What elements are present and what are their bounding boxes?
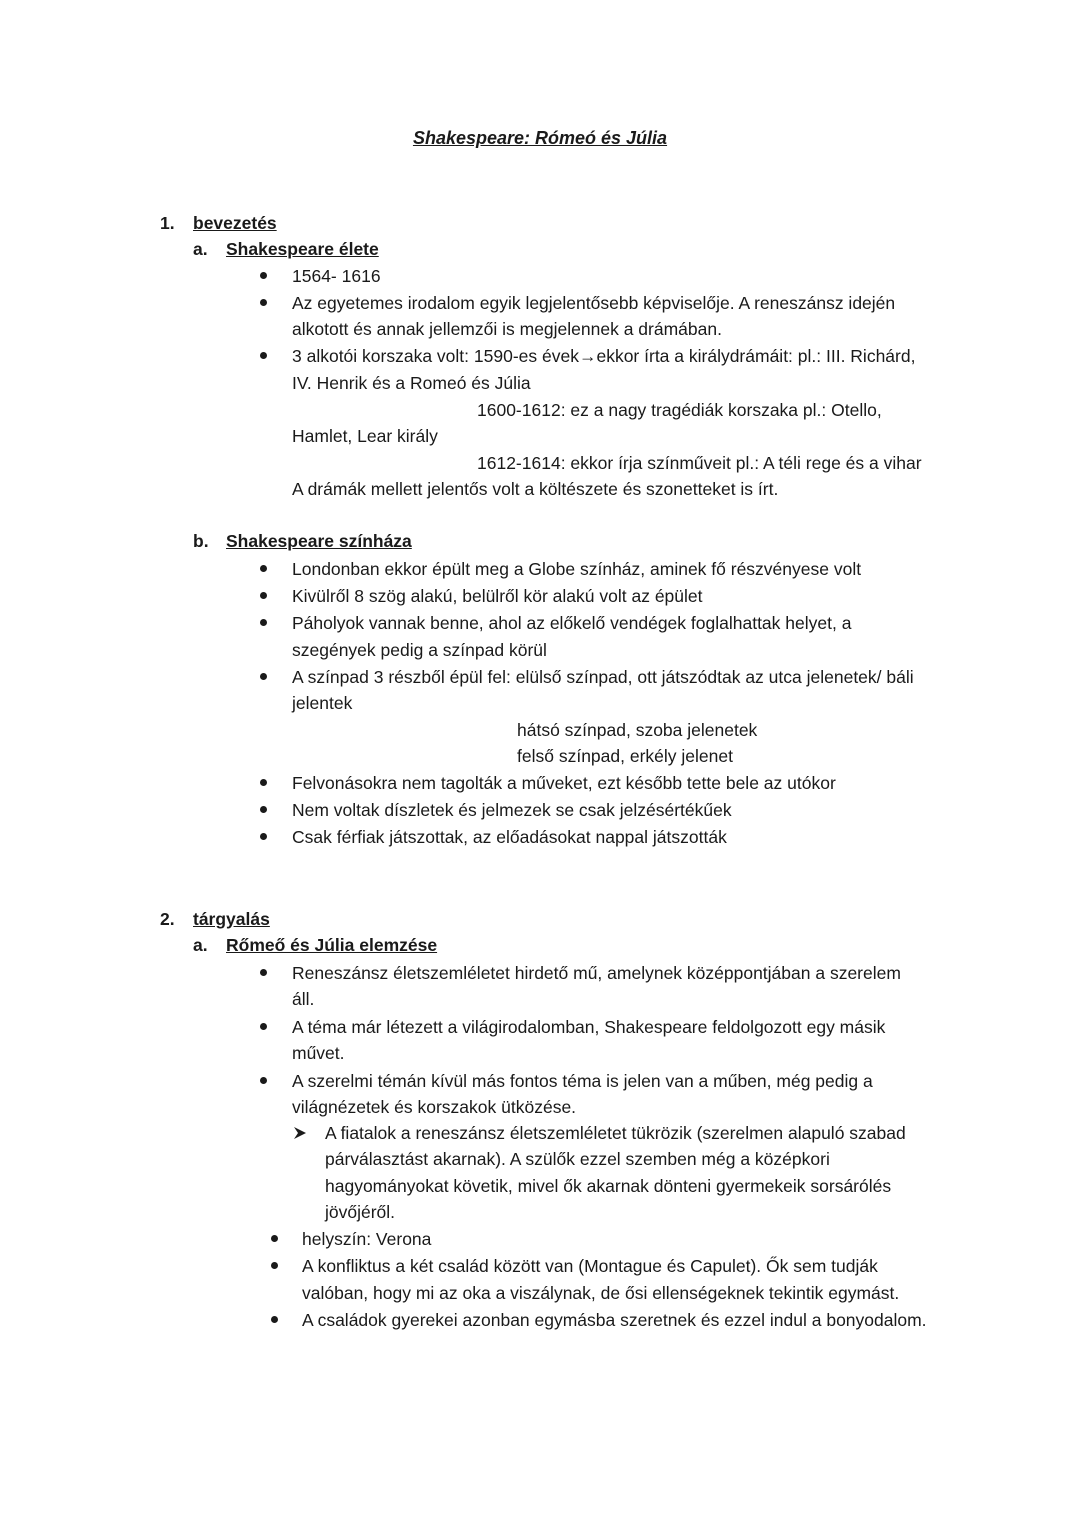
- text-line: A konfliktus a két család között van (Montague és Capulet). Ők sem tudják: [302, 1256, 878, 1276]
- text-line: jelentek: [292, 693, 353, 713]
- bullet-icon: [260, 299, 267, 306]
- section-1-number: 1.: [160, 213, 175, 233]
- text-line: Londonban ekkor épült meg a Globe színház, aminek fő részvényese volt: [292, 559, 862, 579]
- text-line: jövőjéről.: [325, 1202, 396, 1222]
- bullet-icon: [260, 352, 267, 359]
- text-line: világnézetek és korszakok ütközése.: [292, 1097, 577, 1117]
- text-line: Az egyetemes irodalom egyik legjelentősebb képviselője. A reneszánsz idején: [292, 293, 896, 313]
- text-segment: ekkor írta a királydrámáit: pl.: III. Richárd,: [596, 346, 916, 366]
- text-line: A drámák mellett jelentős volt a költészete és szonetteket is írt.: [292, 479, 779, 499]
- text-line: A színpad 3 részből épül fel: elülső színpad, ott játszódtak az utca jelenetek/ báli: [292, 667, 914, 687]
- text-line: felső színpad, erkély jelenet: [517, 746, 733, 766]
- text-line: Reneszánsz életszemléletet hirdető mű, amelynek középpontjában a szerelem: [292, 963, 901, 983]
- bullet-icon: [260, 272, 267, 279]
- subsection-2a-heading: Rőmeő és Júlia elemzése: [226, 935, 438, 955]
- text-line: Felvonásokra nem tagolták a műveket, ezt később tette bele az utókor: [292, 773, 836, 793]
- text-line: 1564- 1616: [292, 266, 381, 286]
- text-line: Nem voltak díszletek és jelmezek se csak jelzésértékűek: [292, 800, 732, 820]
- page-title: Shakespeare: Rómeó és Júlia: [412, 128, 668, 148]
- bullet-icon: [260, 779, 267, 786]
- section-2-number: 2.: [160, 909, 175, 929]
- text-line: valóban, hogy mi az oka a viszálynak, de ősi ellenségeknek tekintik egymást.: [302, 1283, 900, 1303]
- text-line: Csak férfiak játszottak, az előadásokat nappal játszották: [292, 827, 727, 847]
- bullet-icon: [260, 619, 267, 626]
- text-line: A szerelmi témán kívül más fontos téma is jelen van a műben, még pedig a: [292, 1071, 873, 1091]
- text-line: művet.: [292, 1043, 345, 1063]
- bullet-icon: [260, 1023, 267, 1030]
- bullet-icon: [260, 833, 267, 840]
- arrowhead-bullet-icon: [293, 1126, 307, 1140]
- subsection-1a-heading: Shakespeare élete: [226, 239, 379, 259]
- text-line: Hamlet, Lear király: [292, 426, 438, 446]
- bullet-icon: [271, 1262, 278, 1269]
- bullet-icon: [260, 806, 267, 813]
- bullet-icon: [271, 1235, 278, 1242]
- text-line: A téma már létezett a világirodalomban, Shakespeare feldolgozott egy másik: [292, 1017, 886, 1037]
- bullet-icon: [260, 565, 267, 572]
- bullet-icon: [260, 673, 267, 680]
- text-line: IV. Henrik és a Romeó és Júlia: [292, 373, 531, 393]
- arrow-right-icon: →: [578, 346, 597, 366]
- subsection-1a-letter: a.: [193, 239, 208, 259]
- text-line: Kivülről 8 szög alakú, belülről kör alakú volt az épület: [292, 586, 703, 606]
- text-line: 1612-1614: ekkor írja színműveit pl.: A téli rege és a vihar: [477, 453, 922, 473]
- section-2-heading: tárgyalás: [193, 909, 270, 929]
- text-segment: 3 alkotói korszaka volt: 1590-es évek: [292, 346, 579, 366]
- bullet-icon: [260, 1077, 267, 1084]
- subsection-1b-letter: b.: [193, 531, 209, 551]
- subsection-2a-letter: a.: [193, 935, 208, 955]
- text-line: [292, 345, 915, 367]
- text-line: hátsó színpad, szoba jelenetek: [517, 720, 758, 740]
- bullet-icon: [260, 592, 267, 599]
- text-line: áll.: [292, 989, 315, 1009]
- text-line: 1600-1612: ez a nagy tragédiák korszaka pl.: Otello,: [477, 400, 882, 420]
- text-line: Páholyok vannak benne, ahol az előkelő vendégek foglalhattak helyet, a: [292, 613, 852, 633]
- text-line: helyszín: Verona: [302, 1229, 432, 1249]
- text-line: A fiatalok a reneszánsz életszemléletet tükrözik (szerelmen alapuló szabad: [325, 1123, 906, 1143]
- text-line: szegények pedig a színpad körül: [292, 640, 547, 660]
- section-1-heading: bevezetés: [193, 213, 277, 233]
- bullet-icon: [271, 1316, 278, 1323]
- text-line: alkotott és annak jellemzői is megjelennek a drámában.: [292, 319, 722, 339]
- subsection-1b-heading: Shakespeare színháza: [226, 531, 412, 551]
- text-line: hagyományokat követik, mivel ők akarnak dönteni gyermekeik sorsárólés: [325, 1176, 892, 1196]
- text-line: A családok gyerekei azonban egymásba szeretnek és ezzel indul a bonyodalom.: [302, 1310, 927, 1330]
- bullet-icon: [260, 969, 267, 976]
- text-line: párválasztást akarnak). A szülők ezzel szemben még a középkori: [325, 1149, 830, 1169]
